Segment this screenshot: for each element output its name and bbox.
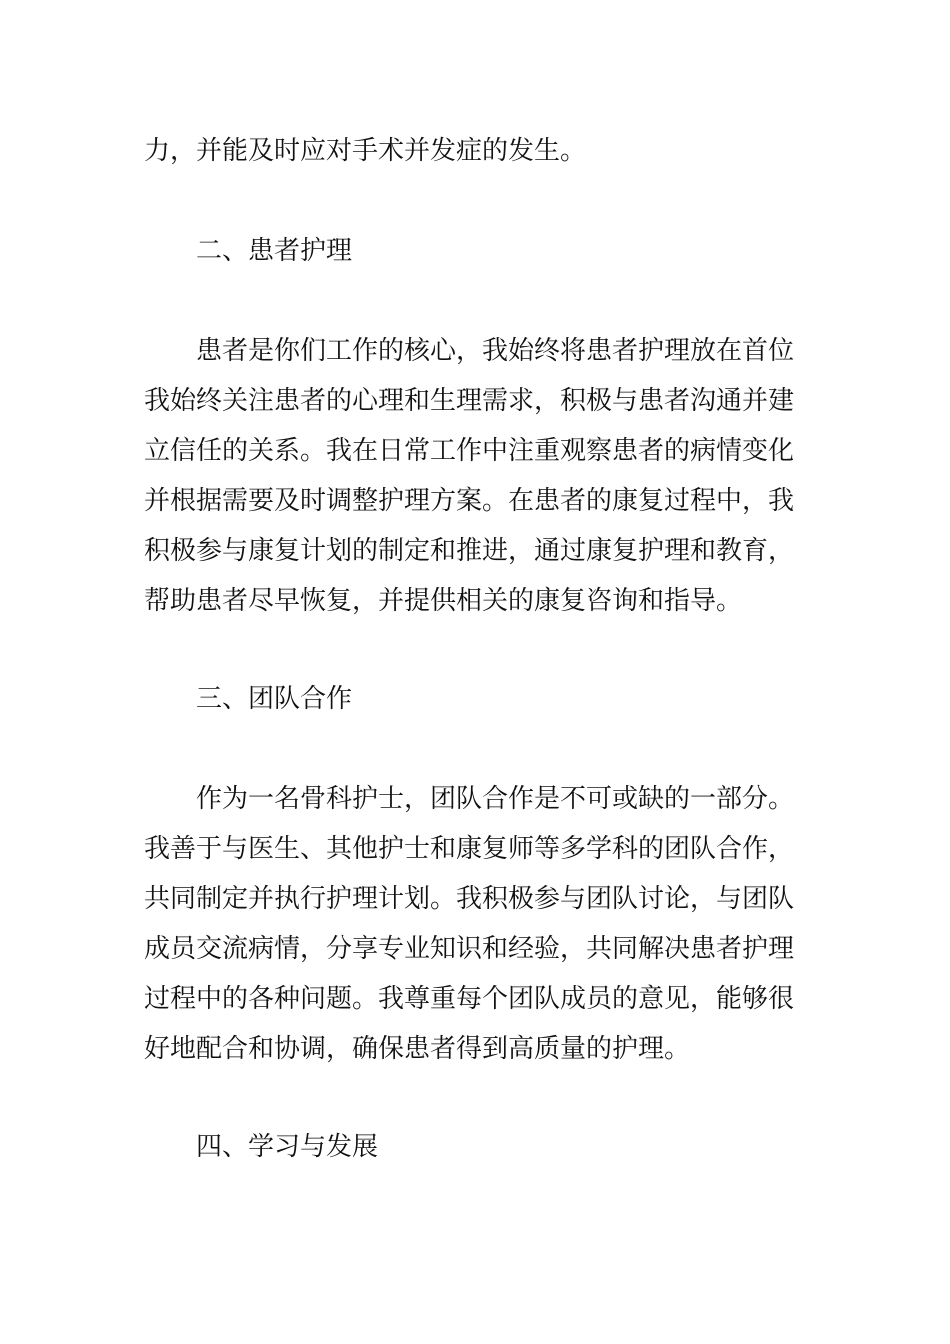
paragraph-line: 立信任的关系。我在日常工作中注重观察患者的病情变化 [144, 436, 795, 466]
paragraph-line: 我始终关注患者的心理和生理需求，积极与患者沟通并建 [144, 386, 795, 416]
paragraph-line: 成员交流病情，分享专业知识和经验，共同解决患者护理 [144, 934, 795, 964]
paragraph-line: 好地配合和协调，确保患者得到高质量的护理。 [144, 1034, 691, 1064]
paragraph-line: 帮助患者尽早恢复，并提供相关的康复咨询和指导。 [144, 586, 743, 616]
section-heading-teamwork: 三、团队合作 [196, 684, 353, 714]
paragraph-line: 我善于与医生、其他护士和康复师等多学科的团队合作， [144, 834, 795, 864]
paragraph-line: 并根据需要及时调整护理方案。在患者的康复过程中，我 [144, 486, 795, 516]
paragraph-line: 过程中的各种问题。我尊重每个团队成员的意见，能够很 [144, 984, 795, 1014]
teamwork-paragraph [144, 774, 808, 1074]
paragraph-line: 作为一名骨科护士，团队合作是不可或缺的一部分。 [196, 784, 795, 814]
patient-care-paragraph [144, 326, 808, 626]
intro-tail-paragraph [144, 126, 808, 176]
paragraph-line: 患者是你们工作的核心，我始终将患者护理放在首位 [196, 336, 795, 366]
paragraph-line: 积极参与康复计划的制定和推进，通过康复护理和教育， [144, 536, 795, 566]
paragraph-line: 共同制定并执行护理计划。我积极参与团队讨论，与团队 [144, 884, 795, 914]
section-heading-patient-care: 二、患者护理 [196, 236, 353, 266]
paragraph-line: 力，并能及时应对手术并发症的发生。 [144, 136, 587, 166]
section-heading-learning-development: 四、学习与发展 [196, 1132, 379, 1162]
